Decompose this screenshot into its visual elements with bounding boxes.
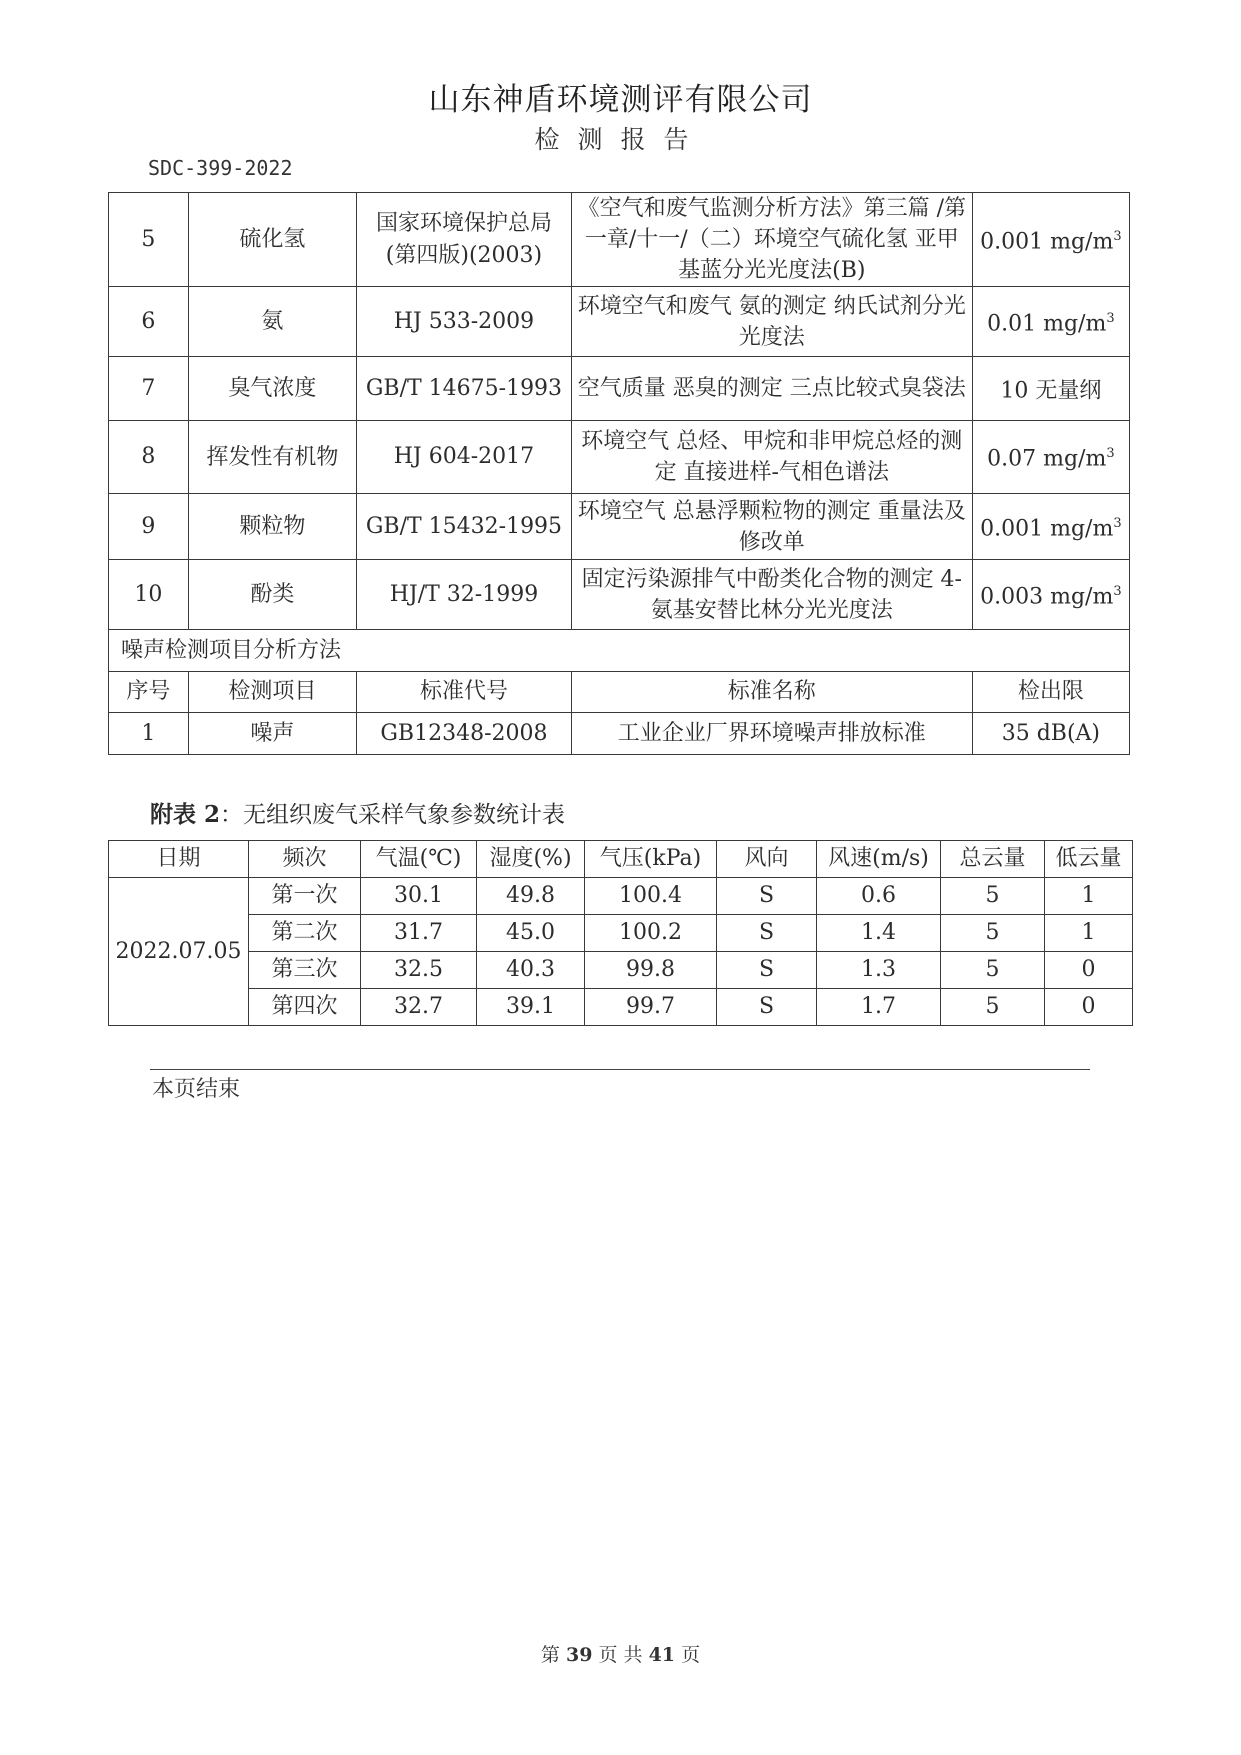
standard-code: HJ 604-2017 bbox=[357, 421, 572, 494]
temperature: 32.7 bbox=[361, 989, 477, 1026]
noise-header-row bbox=[109, 672, 1130, 713]
item-name: 酚类 bbox=[188, 560, 356, 630]
weather-row bbox=[109, 915, 1133, 952]
standard-name: 工业企业厂界环境噪声排放标准 bbox=[571, 713, 972, 755]
standard-name: 固定污染源排气中酚类化合物的测定 4-氨基安替比林分光光度法 bbox=[571, 560, 972, 630]
report-number: SDC-399-2022 bbox=[148, 156, 293, 180]
header-no: 序号 bbox=[109, 672, 189, 713]
detection-limit bbox=[972, 193, 1129, 287]
weather-row bbox=[109, 878, 1133, 915]
humidity: 39.1 bbox=[477, 989, 585, 1026]
low-cloud: 1 bbox=[1045, 878, 1133, 915]
pressure: 100.4 bbox=[585, 878, 717, 915]
noise-row bbox=[109, 713, 1130, 755]
frequency: 第四次 bbox=[249, 989, 361, 1026]
item-name: 噪声 bbox=[188, 713, 356, 755]
limit-exponent: 3 bbox=[1106, 310, 1115, 326]
frequency: 第二次 bbox=[249, 915, 361, 952]
frequency: 第三次 bbox=[249, 952, 361, 989]
header-name: 标准名称 bbox=[571, 672, 972, 713]
wind-speed: 1.7 bbox=[817, 989, 941, 1026]
page-footer bbox=[0, 1640, 1241, 1667]
method-row bbox=[109, 560, 1130, 630]
weather-row bbox=[109, 989, 1133, 1026]
total-cloud: 5 bbox=[941, 878, 1045, 915]
footer-suffix: 页 bbox=[681, 1644, 701, 1666]
report-title: 检测报告 bbox=[534, 125, 707, 154]
item-name: 挥发性有机物 bbox=[188, 421, 356, 494]
appendix-title bbox=[150, 796, 565, 829]
footer-mid: 页 共 bbox=[598, 1644, 643, 1666]
row-number: 9 bbox=[109, 494, 189, 560]
total-cloud: 5 bbox=[941, 915, 1045, 952]
method-row bbox=[109, 193, 1130, 287]
header-total-cloud: 总云量 bbox=[941, 841, 1045, 878]
wind-direction: S bbox=[717, 915, 817, 952]
row-number: 5 bbox=[109, 193, 189, 287]
standard-code: GB/T 14675-1993 bbox=[357, 357, 572, 421]
detection-limit bbox=[972, 357, 1129, 421]
row-number: 10 bbox=[109, 560, 189, 630]
header-pressure: 气压(kPa) bbox=[585, 841, 717, 878]
weather-table bbox=[108, 840, 1133, 1026]
pressure: 99.7 bbox=[585, 989, 717, 1026]
page-end-note: 本页结束 bbox=[152, 1077, 241, 1102]
weather-row bbox=[109, 952, 1133, 989]
standard-name: 空气质量 恶臭的测定 三点比较式臭袋法 bbox=[571, 357, 972, 421]
noise-section-title: 噪声检测项目分析方法 bbox=[109, 630, 1130, 672]
humidity: 40.3 bbox=[477, 952, 585, 989]
header-humidity: 湿度(%) bbox=[477, 841, 585, 878]
total-page-number: 41 bbox=[648, 1644, 676, 1666]
humidity: 49.8 bbox=[477, 878, 585, 915]
sampling-date: 2022.07.05 bbox=[109, 878, 249, 1026]
total-cloud: 5 bbox=[941, 989, 1045, 1026]
appendix-label: 附表 2 bbox=[150, 801, 221, 828]
detection-limit: 35 dB(A) bbox=[972, 713, 1129, 755]
header-wind-speed: 风速(m/s) bbox=[817, 841, 941, 878]
standard-code: HJ 533-2009 bbox=[357, 287, 572, 357]
temperature: 31.7 bbox=[361, 915, 477, 952]
item-name: 氨 bbox=[188, 287, 356, 357]
method-row bbox=[109, 421, 1130, 494]
weather-header-row bbox=[109, 841, 1133, 878]
standard-name: 环境空气 总悬浮颗粒物的测定 重量法及修改单 bbox=[571, 494, 972, 560]
limit-value: 0.001 mg/m bbox=[980, 516, 1114, 542]
standard-name: 环境空气 总烃、甲烷和非甲烷总烃的测定 直接进样-气相色谱法 bbox=[571, 421, 972, 494]
limit-exponent: 3 bbox=[1113, 583, 1122, 599]
standard-name: 《空气和废气监测分析方法》第三篇 /第一章/十一/（二）环境空气硫化氢 亚甲基蓝分光光度法(B) bbox=[571, 193, 972, 287]
row-number: 6 bbox=[109, 287, 189, 357]
noise-section-row bbox=[109, 630, 1130, 672]
detection-limit bbox=[972, 494, 1129, 560]
current-page-number: 39 bbox=[565, 1644, 593, 1666]
total-cloud: 5 bbox=[941, 952, 1045, 989]
limit-value: 0.01 mg/m bbox=[987, 311, 1107, 337]
standard-code: GB/T 15432-1995 bbox=[357, 494, 572, 560]
limit-exponent: 3 bbox=[1113, 515, 1122, 531]
standard-code: HJ/T 32-1999 bbox=[357, 560, 572, 630]
wind-direction: S bbox=[717, 952, 817, 989]
company-name: 山东神盾环境测评有限公司 bbox=[428, 82, 813, 118]
footer-prefix: 第 bbox=[540, 1644, 560, 1666]
wind-direction: S bbox=[717, 878, 817, 915]
standard-code: GB12348-2008 bbox=[357, 713, 572, 755]
low-cloud: 0 bbox=[1045, 952, 1133, 989]
frequency: 第一次 bbox=[249, 878, 361, 915]
method-row bbox=[109, 357, 1130, 421]
low-cloud: 0 bbox=[1045, 989, 1133, 1026]
wind-speed: 0.6 bbox=[817, 878, 941, 915]
temperature: 32.5 bbox=[361, 952, 477, 989]
wind-speed: 1.4 bbox=[817, 915, 941, 952]
detection-limit bbox=[972, 421, 1129, 494]
limit-value: 0.001 mg/m bbox=[980, 229, 1114, 255]
item-name: 颗粒物 bbox=[188, 494, 356, 560]
limit-value: 10 无量纲 bbox=[1000, 378, 1102, 404]
low-cloud: 1 bbox=[1045, 915, 1133, 952]
item-name: 臭气浓度 bbox=[188, 357, 356, 421]
detection-limit bbox=[972, 287, 1129, 357]
row-number: 1 bbox=[109, 713, 189, 755]
header-low-cloud: 低云量 bbox=[1045, 841, 1133, 878]
header-item: 检测项目 bbox=[188, 672, 356, 713]
item-name: 硫化氢 bbox=[188, 193, 356, 287]
row-number: 7 bbox=[109, 357, 189, 421]
appendix-caption: ：无组织废气采样气象参数统计表 bbox=[220, 802, 566, 828]
limit-value: 0.07 mg/m bbox=[987, 446, 1107, 472]
header-limit: 检出限 bbox=[972, 672, 1129, 713]
header-date: 日期 bbox=[109, 841, 249, 878]
standard-code: 国家环境保护总局 (第四版)(2003) bbox=[357, 193, 572, 287]
header-temperature: 气温(℃) bbox=[361, 841, 477, 878]
header-wind-direction: 风向 bbox=[717, 841, 817, 878]
temperature: 30.1 bbox=[361, 878, 477, 915]
pressure: 100.2 bbox=[585, 915, 717, 952]
header-code: 标准代号 bbox=[357, 672, 572, 713]
standard-name: 环境空气和废气 氨的测定 纳氏试剂分光光度法 bbox=[571, 287, 972, 357]
wind-direction: S bbox=[717, 989, 817, 1026]
limit-exponent: 3 bbox=[1113, 228, 1122, 244]
detection-limit bbox=[972, 560, 1129, 630]
header-frequency: 频次 bbox=[249, 841, 361, 878]
wind-speed: 1.3 bbox=[817, 952, 941, 989]
row-number: 8 bbox=[109, 421, 189, 494]
analysis-method-table bbox=[108, 192, 1130, 755]
pressure: 99.8 bbox=[585, 952, 717, 989]
humidity: 45.0 bbox=[477, 915, 585, 952]
limit-value: 0.003 mg/m bbox=[980, 584, 1114, 610]
limit-exponent: 3 bbox=[1106, 446, 1115, 462]
method-row bbox=[109, 287, 1130, 357]
method-row bbox=[109, 494, 1130, 560]
end-divider bbox=[150, 1069, 1090, 1070]
